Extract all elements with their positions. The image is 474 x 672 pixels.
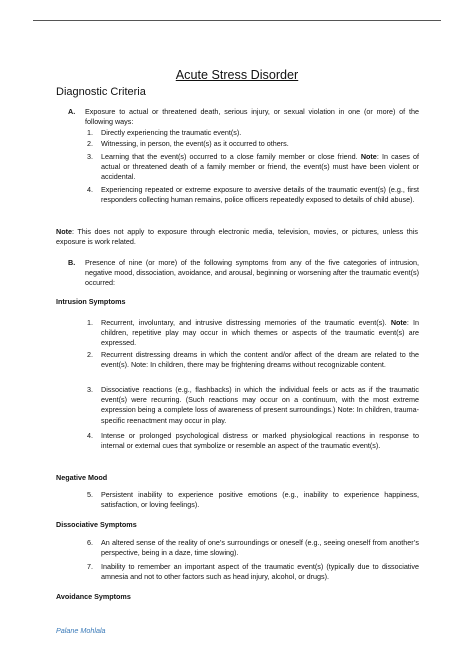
list-item: Inability to remember an important aspect of the traumatic event(s) (typically due to dissociative amnesia and not to other factors such as head injury, alcohol, or drugs). [101, 562, 419, 582]
list-number: 6. [87, 538, 93, 547]
list-item: Intense or prolonged psychological distress or marked physiological reactions in response to internal or external cues that symbolize or resemble an aspect of the traumatic event(s). [101, 431, 419, 451]
list-number: 2. [87, 139, 93, 148]
note-paragraph: Note: This does not apply to exposure through electronic media, television, movies, or pictures, unless this exposure is work related. [56, 227, 418, 247]
list-item: An altered sense of the reality of one’s surroundings or oneself (e.g., seeing oneself from another’s perspective, being in a daze, time slowing). [101, 538, 419, 558]
criterion-a-text: Exposure to actual or threatened death, serious injury, or sexual violation in one (or more) of the following ways: [85, 107, 419, 127]
criterion-b-text: Presence of nine (or more) of the following symptoms from any of the five categories of intrusion, negative mood, dissociation, avoidance, and arousal, beginning or worsening after the traumatic event(s) occurred: [85, 258, 419, 288]
section-heading: Diagnostic Criteria [56, 86, 146, 98]
criterion-b-letter: B. [68, 258, 76, 267]
dissociative-heading: Dissociative Symptoms [56, 520, 137, 529]
intrusion-heading: Intrusion Symptoms [56, 297, 126, 306]
list-number: 4. [87, 185, 93, 194]
negative-mood-heading: Negative Mood [56, 473, 108, 482]
list-number: 4. [87, 431, 93, 440]
list-number: 5. [87, 490, 93, 499]
list-item: Directly experiencing the traumatic event(s). [101, 128, 242, 137]
footer-author: Palane Mohlala [56, 626, 106, 635]
list-item: Recurrent, involuntary, and intrusive distressing memories of the traumatic event(s). Note: In children, repetitive play may occur in which themes or aspects of the traumatic event(s) are expressed. [101, 318, 419, 348]
list-number: 2. [87, 350, 93, 359]
criterion-a-letter: A. [68, 107, 76, 116]
avoidance-heading: Avoidance Symptoms [56, 592, 131, 601]
list-item: Recurrent distressing dreams in which the content and/or affect of the dream are related to the event(s). Note: In children, there may be frightening dreams without recognizable content. [101, 350, 419, 370]
list-item: Dissociative reactions (e.g., flashbacks) in which the individual feels or acts as if the traumatic event(s) were recurring. (Such reactions may occur on a continuum, with the most extreme expression being a complete loss of awareness of present surroundings.) Note: In children, trauma-specific reenactment may occur in play. [101, 385, 419, 425]
list-item: Persistent inability to experience positive emotions (e.g., inability to experience happiness, satisfaction, or loving feelings). [101, 490, 419, 510]
list-item: Experiencing repeated or extreme exposure to aversive details of the traumatic event(s) (e.g., first responders collecting human remains, police officers repeatedly exposed to details of child abuse). [101, 185, 419, 205]
list-item: Learning that the event(s) occurred to a close family member or close friend. Note: In cases of actual or threatened death of a family member or friend, the event(s) must have been violent or accidental. [101, 152, 420, 182]
list-number: 1. [87, 318, 93, 327]
page-title: Acute Stress Disorder [175, 68, 299, 82]
list-number: 3. [87, 385, 93, 394]
list-number: 1. [87, 128, 93, 137]
header-rule [33, 20, 441, 21]
list-number: 7. [87, 562, 93, 571]
list-item: Witnessing, in person, the event(s) as it occurred to others. [101, 139, 289, 148]
list-number: 3. [87, 152, 93, 161]
